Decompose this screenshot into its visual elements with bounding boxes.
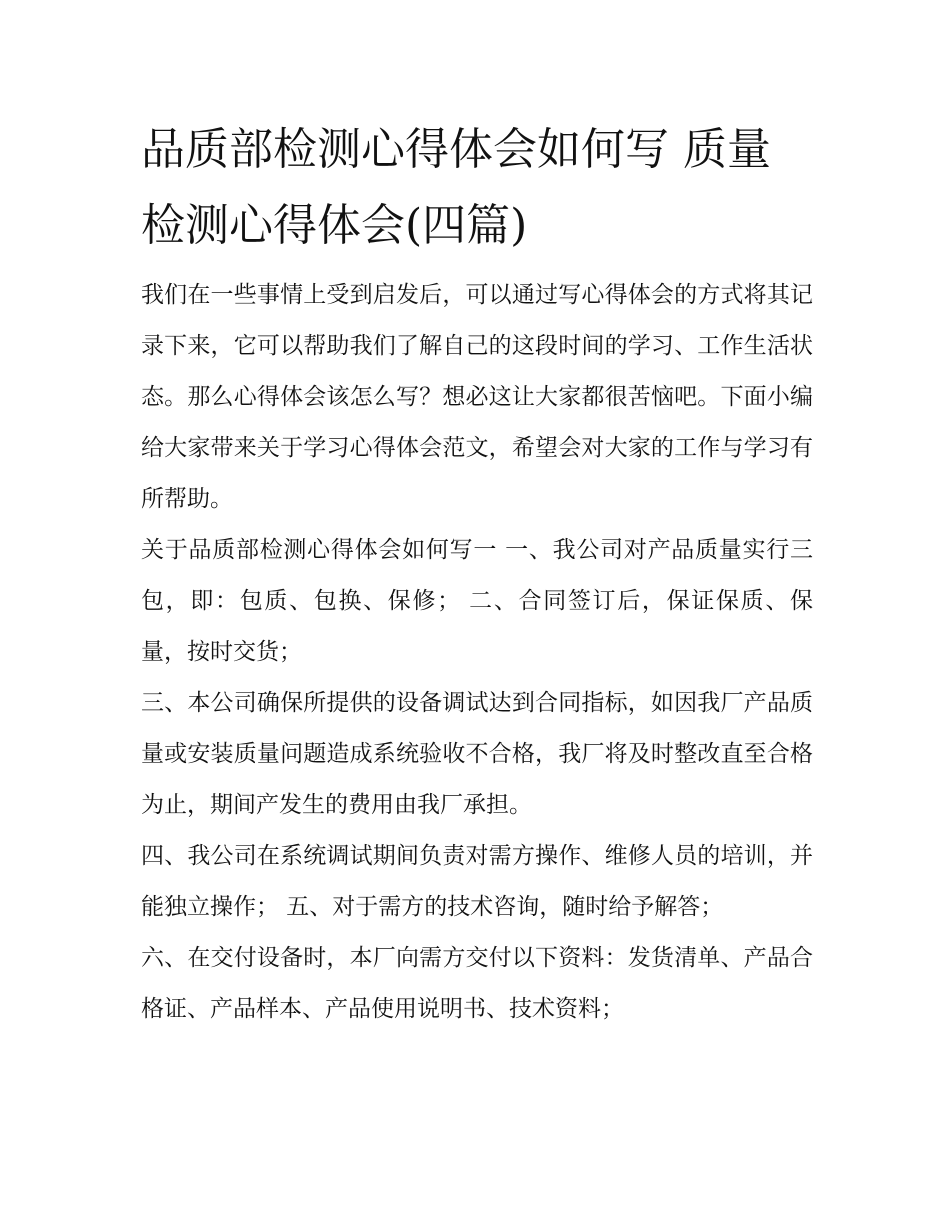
paragraph-item-1: 关于品质部检测心得体会如何写一 一、我公司对产品质量实行三包，即：包质、包换、保修； 二、合同签订后，保证保质、保量，按时交货； (141, 537, 813, 665)
paragraph-intro: 我们在一些事情上受到启发后，可以通过写心得体会的方式将其记录下来，它可以帮助我们了解自己的这段时间的学习、工作生活状态。那么心得体会该怎么写？想必这让大家都很苦恼吧。下面小编给大家带来关于学习心得体会范文，希望会对大家的工作与学习有所帮助。 (141, 282, 813, 512)
paragraph-item-3: 三、本公司确保所提供的设备调试达到合同指标，如因我厂产品质量或安装质量问题造成系统验收不合格，我厂将及时整改直至合格为止，期间产发生的费用由我厂承担。 (141, 690, 813, 818)
paragraph-item-6: 六、在交付设备时，本厂向需方交付以下资料：发货清单、产品合格证、产品样本、产品使用说明书、技术资料； (141, 945, 813, 1022)
document-page (141, 112, 813, 1035)
paragraph-item-4: 四、我公司在系统调试期间负责对需方操作、维修人员的培训，并能独立操作； 五、对于需方的技术咨询，随时给予解答； (141, 843, 813, 920)
document-title: 品质部检测心得体会如何写 质量检测心得体会(四篇) (141, 124, 771, 251)
